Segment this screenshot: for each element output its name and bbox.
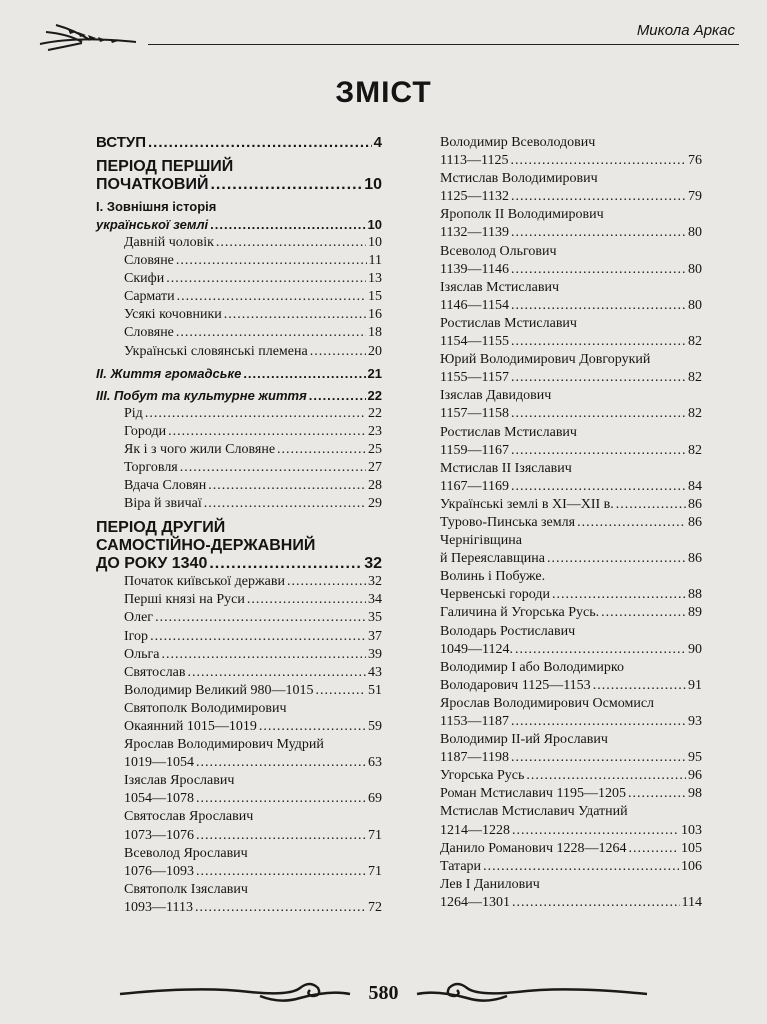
dot-leader (209, 555, 362, 573)
toc-entry-title: 1125—1132 (440, 189, 509, 205)
toc-entry-page: 32 (364, 555, 382, 573)
toc-entry (440, 767, 702, 785)
toc-entry-title: Володарович 1125—1153 (440, 677, 591, 693)
dot-leader (176, 324, 366, 342)
toc-entry-title: Словяне (124, 325, 174, 341)
toc-entry-title: Скифи (124, 271, 165, 287)
toc-entry-page: 82 (688, 370, 702, 386)
toc-entry-page: 23 (368, 423, 382, 439)
dot-leader (511, 749, 686, 767)
toc-entry (440, 731, 702, 767)
toc-entry-page: 82 (688, 442, 702, 458)
toc-entry-page: 76 (688, 153, 702, 169)
toc-entry-title: 1054—1078 (124, 791, 194, 807)
toc-entry-title: української землі (96, 217, 209, 232)
toc-entry (96, 252, 382, 270)
toc-entry-heading-line: Всеволод Ольгович (440, 243, 557, 259)
dot-leader (547, 550, 686, 568)
toc-entry-heading-line: САМОСТІЙНО-ДЕРЖАВНИЙ (96, 537, 316, 555)
toc-entry-page: 106 (681, 858, 702, 874)
dot-leader (628, 785, 686, 803)
toc-entry-heading-line: Ізяслав Ярославич (124, 773, 235, 789)
toc-entry-title: 1155—1157 (440, 370, 509, 386)
toc-entry-page: 82 (688, 334, 702, 350)
toc-entry-title: Роман Мстиславич 1195—1205 (440, 786, 626, 802)
toc-entry-title: Володимир Великий 980—1015 (124, 682, 314, 698)
toc-entry-title: Угорська Русь (440, 768, 525, 784)
toc-entry (440, 604, 702, 622)
toc-entry (440, 659, 702, 695)
toc-entry-title: 1076—1093 (124, 863, 194, 879)
toc-entry-title: 1214—1228 (440, 822, 510, 838)
toc-entry (96, 306, 382, 324)
toc-entry-title: 1049—1124. (440, 641, 513, 657)
toc-entry (96, 664, 382, 682)
running-header-author: Микола Аркас (636, 22, 735, 39)
toc-entry (96, 573, 382, 591)
toc-entry (96, 495, 382, 513)
toc-entry-title: 1157—1158 (440, 406, 509, 422)
toc-entry-page: 103 (681, 822, 702, 838)
toc-entry-title: Рід (124, 405, 143, 421)
dot-leader (196, 754, 366, 772)
toc-entry-page: 34 (368, 592, 382, 608)
toc-entry-page: 88 (688, 587, 702, 603)
toc-entry-title: Городи (124, 423, 167, 439)
toc-entry-page: 10 (367, 217, 382, 232)
toc-entry-page: 96 (688, 768, 702, 784)
dot-leader (511, 224, 686, 242)
toc-entry-page: 4 (373, 134, 382, 151)
toc-entry (440, 460, 702, 496)
dot-leader (195, 899, 366, 917)
toc-entry (440, 315, 702, 351)
toc-entry-title: Червенські городи (440, 587, 550, 603)
dot-leader (287, 573, 366, 591)
dot-leader (601, 604, 686, 622)
toc-entry-heading-line: Ярополк ІІ Володимирович (440, 207, 604, 223)
toc-column-left (96, 134, 382, 917)
toc-entry-page: 95 (688, 750, 702, 766)
toc-entry-page: 84 (688, 478, 702, 494)
toc-entry (440, 496, 702, 514)
toc-entry-page: 80 (688, 225, 702, 241)
dot-leader (247, 591, 366, 609)
toc-entry-heading-line: Мстислав Мстиславич Удатний (440, 804, 628, 820)
toc-entry-heading-line: Володимир І або Володимирко (440, 659, 624, 675)
toc-entry-title: Ольга (124, 646, 160, 662)
toc-entry-heading-line: Всеволод Ярославич (124, 845, 248, 861)
toc-entry (440, 514, 702, 532)
toc-entry-page: 22 (368, 405, 382, 421)
toc-entry-title: Віра й звичаї (124, 496, 202, 512)
toc-entry (96, 772, 382, 808)
toc-entry-page: 11 (368, 253, 382, 269)
toc-entry (96, 881, 382, 917)
toc-entry-page: 114 (681, 894, 702, 910)
toc-entry-page: 22 (367, 387, 382, 403)
toc-entry-heading-line: Мстислав Володимирович (440, 171, 598, 187)
toc-entry (96, 682, 382, 700)
toc-entry-page: 37 (368, 628, 382, 644)
dot-leader (577, 514, 686, 532)
dot-leader (526, 767, 686, 785)
toc-entry-heading-line: Ярослав Володимирович Осмомисл (440, 695, 655, 711)
toc-column-right (440, 134, 702, 912)
toc-entry-heading-line: Волинь і Побуже. (440, 569, 546, 585)
dot-leader (166, 270, 366, 288)
toc-entry (96, 365, 382, 383)
toc-entry-page: 98 (688, 786, 702, 802)
toc-entry-page: 89 (688, 605, 702, 621)
dot-leader (511, 261, 686, 279)
toc-entry-title: Усякі кочовники (124, 307, 222, 323)
toc-entry-heading-line: Володимир Всеволодович (440, 135, 596, 150)
toc-entry-title: Олег (124, 610, 154, 626)
toc-entry-heading-line: Святополк Ізяславич (124, 881, 248, 897)
dot-leader (243, 365, 365, 383)
toc-entry-title: 1146—1154 (440, 297, 509, 313)
dot-leader (148, 134, 372, 152)
toc-entry-page: 93 (688, 714, 702, 729)
dot-leader (176, 252, 367, 270)
toc-entry-page: 71 (368, 863, 382, 879)
toc-entry-title: Давній чоловік (124, 235, 214, 250)
dot-leader (155, 609, 366, 627)
toc-entry-title: Торговля (124, 459, 178, 475)
toc-entry-title: 1132—1139 (440, 225, 509, 241)
dot-leader (511, 333, 686, 351)
toc-entry-heading-line: Святослав Ярославич (124, 809, 254, 825)
toc-entry (96, 198, 382, 234)
dot-leader (552, 586, 686, 604)
dot-leader (196, 790, 366, 808)
toc-entry-page: 43 (368, 664, 382, 680)
toc-entry-title: Як і з чого жили Словяне (124, 441, 276, 457)
toc-entry-heading-line: ПЕРІОД ДРУГИЙ (96, 519, 226, 537)
toc-entry-page: 27 (368, 459, 382, 475)
toc-entry-title: Турово-Пинська земля (440, 514, 576, 530)
dot-leader (204, 495, 366, 513)
toc-entry-title: 1264—1301 (440, 894, 510, 910)
toc-entry-page: 10 (368, 235, 382, 250)
toc-entry (440, 695, 702, 731)
toc-entry-page: 29 (368, 496, 382, 512)
toc-entry-heading-line: Чернігівщина (440, 533, 522, 549)
toc-entry (440, 243, 702, 279)
toc-entry (96, 477, 382, 495)
toc-entry-title: Галичина й Угорська Русь. (440, 605, 600, 621)
dot-leader (511, 188, 686, 206)
toc-entry (96, 628, 382, 646)
toc-entry-title: 1167—1169 (440, 478, 509, 494)
toc-entry (96, 270, 382, 288)
dot-leader (511, 369, 686, 387)
toc-entry-heading-line: Ізяслав Мстиславич (440, 279, 559, 295)
toc-entry (96, 808, 382, 844)
toc-entry-page: 90 (688, 641, 702, 657)
dot-leader (224, 306, 366, 324)
toc-entry-title: ВСТУП (96, 134, 146, 151)
toc-entry (440, 206, 702, 242)
toc-entry (96, 405, 382, 423)
toc-entry-page: 63 (368, 755, 382, 771)
toc-entry (96, 646, 382, 664)
toc-entry (96, 158, 382, 194)
dot-leader (483, 858, 679, 876)
toc-entry (440, 858, 702, 876)
dot-leader (515, 641, 686, 659)
toc-entry-page: 86 (688, 551, 702, 567)
dot-leader (208, 477, 366, 495)
toc-entry-page: 105 (681, 840, 702, 856)
dot-leader (277, 441, 366, 459)
dot-leader (593, 677, 686, 695)
toc-entry (96, 700, 382, 736)
toc-entry-title: 1019—1054 (124, 755, 194, 771)
toc-entry-title: Початок київської держави (124, 574, 285, 590)
dot-leader (511, 713, 686, 731)
dot-leader (511, 442, 686, 460)
dot-leader (196, 827, 366, 845)
dot-leader (510, 152, 686, 170)
toc-entry-page: 59 (368, 718, 382, 734)
toc-entry (440, 170, 702, 206)
toc-entry-page: 20 (368, 343, 382, 359)
toc-entry-title: Данило Романович 1228—1264 (440, 840, 627, 856)
toc-entry-page: 86 (688, 514, 702, 530)
toc-entry (96, 736, 382, 772)
toc-entry-page: 35 (368, 610, 382, 626)
toc-entry-page: 79 (688, 189, 702, 205)
dot-leader (210, 176, 362, 194)
toc-entry-heading-line: Ростислав Мстиславич (440, 315, 577, 331)
toc-entry-title: Українські словянські племена (124, 343, 308, 359)
toc-entry (96, 343, 382, 361)
toc-entry-title: Сармати (124, 289, 175, 305)
toc-entry-page: 80 (688, 261, 702, 277)
wheat-ornament-icon (38, 20, 138, 59)
toc-entry (440, 351, 702, 387)
toc-entry-title: Святослав (124, 664, 186, 680)
dot-leader (177, 288, 366, 306)
dot-leader (150, 628, 366, 646)
toc-entry-heading-line: Мстислав ІІ Ізяславич (440, 460, 572, 476)
toc-entry (96, 441, 382, 459)
page-title: ЗМІСТ (335, 76, 432, 109)
dot-leader (168, 423, 366, 441)
dot-leader (511, 478, 686, 496)
toc-entry-heading-line: Володарь Ростиславич (440, 623, 576, 639)
dot-leader (616, 496, 686, 514)
toc-entry (96, 609, 382, 627)
toc-entry (96, 519, 382, 573)
toc-entry-title: 1153—1187 (440, 714, 509, 729)
dot-leader (145, 405, 366, 423)
dot-leader (629, 840, 679, 858)
toc-entry-title: Словяне (124, 253, 174, 269)
toc-entry-title: ІІ. Життя громадське (96, 365, 242, 381)
toc-entry-heading-line: Святополк Володимирович (124, 700, 287, 716)
toc-entry (96, 591, 382, 609)
toc-entry (96, 845, 382, 881)
toc-entry-page: 21 (367, 365, 382, 381)
toc-entry-page: 91 (688, 677, 702, 693)
toc-entry-title: 1113—1125 (440, 153, 509, 169)
toc-entry-title: 1139—1146 (440, 261, 509, 277)
page-number: 580 (368, 982, 399, 1004)
toc-entry-title: Перші князі на Руси (124, 592, 245, 608)
dot-leader (259, 718, 366, 736)
toc-entry-page: 69 (368, 791, 382, 807)
dot-leader (188, 664, 366, 682)
toc-entry-heading-line: Юрий Володимирович Довгорукий (440, 352, 651, 368)
toc-entry-page: 86 (688, 496, 702, 512)
dot-leader (512, 894, 680, 912)
dot-leader (512, 822, 679, 840)
toc-entry-page: 32 (368, 574, 382, 590)
toc-entry-title: 1073—1076 (124, 827, 194, 843)
dot-leader (316, 682, 366, 700)
toc-entry (440, 279, 702, 315)
dot-leader (161, 646, 366, 664)
toc-entry (96, 288, 382, 306)
toc-entry (96, 423, 382, 441)
dot-leader (310, 343, 366, 361)
toc-entry (440, 387, 702, 423)
toc-entry-title: й Переяславщина (440, 551, 545, 567)
toc-entry-title: 1154—1155 (440, 334, 509, 350)
toc-entry-title: ДО РОКУ 1340 (96, 555, 208, 573)
toc-entry-page: 72 (368, 899, 382, 915)
toc-entry-title: 1187—1198 (440, 750, 509, 766)
dot-leader (196, 863, 366, 881)
toc-entry-page: 51 (368, 682, 382, 698)
toc-entry-page: 39 (368, 646, 382, 662)
dot-leader (180, 459, 366, 477)
toc-entry (96, 134, 382, 152)
dot-leader (309, 387, 366, 405)
toc-entry-title: Українські землі в ХІ—ХІІ в. (440, 496, 614, 512)
toc-entry (440, 532, 702, 568)
toc-entry-heading-line: Ростислав Мстиславич (440, 424, 577, 440)
header-rule (148, 44, 739, 45)
toc-entry-title: ПОЧАТКОВИЙ (96, 176, 209, 193)
toc-entry (440, 876, 702, 912)
toc-entry-title: Окаянний 1015—1019 (124, 718, 257, 734)
toc-entry-heading-line: Лев І Данилович (440, 876, 540, 892)
toc-entry (440, 840, 702, 858)
toc-entry-heading-line: Володимир ІІ-ий Ярославич (440, 732, 608, 748)
dot-leader (216, 234, 366, 252)
toc-entry (440, 785, 702, 803)
toc-entry (96, 324, 382, 342)
toc-entry-heading-line: Ярослав Володимирович Мудрий (124, 737, 324, 753)
dot-leader (511, 405, 686, 423)
toc-entry-page: 18 (368, 325, 382, 341)
toc-entry-title: 1159—1167 (440, 442, 509, 458)
toc-entry-page: 71 (368, 827, 382, 843)
toc-entry-title: 1093—1113 (124, 899, 193, 915)
toc-entry-heading-line: ПЕРІОД ПЕРШИЙ (96, 158, 234, 175)
toc-entry-heading-line: І. Зовнішня історія (96, 199, 217, 214)
toc-entry (440, 134, 702, 170)
toc-entry (96, 459, 382, 477)
toc-entry (96, 387, 382, 405)
toc-entry-title: Ігор (124, 628, 149, 644)
toc-entry-title: Вдача Словян (124, 478, 207, 494)
toc-entry-title: ІІІ. Побут та культурне життя (96, 387, 307, 403)
toc-entry-title: Татари (440, 858, 482, 874)
toc-entry-page: 13 (368, 271, 382, 287)
toc-entry (440, 568, 702, 604)
toc-entry-page: 25 (368, 441, 382, 457)
toc-entry-page: 16 (368, 307, 382, 323)
toc-entry-page: 10 (364, 176, 382, 193)
toc-entry (96, 234, 382, 252)
dot-leader (210, 216, 365, 234)
toc-entry (440, 623, 702, 659)
toc-entry (440, 803, 702, 839)
toc-entry-heading-line: Ізяслав Давидович (440, 388, 552, 404)
toc-entry-page: 15 (368, 289, 382, 305)
toc-entry-page: 80 (688, 297, 702, 313)
toc-entry-page: 28 (368, 478, 382, 494)
toc-entry (440, 424, 702, 460)
toc-entry-page: 82 (688, 406, 702, 422)
dot-leader (511, 297, 686, 315)
